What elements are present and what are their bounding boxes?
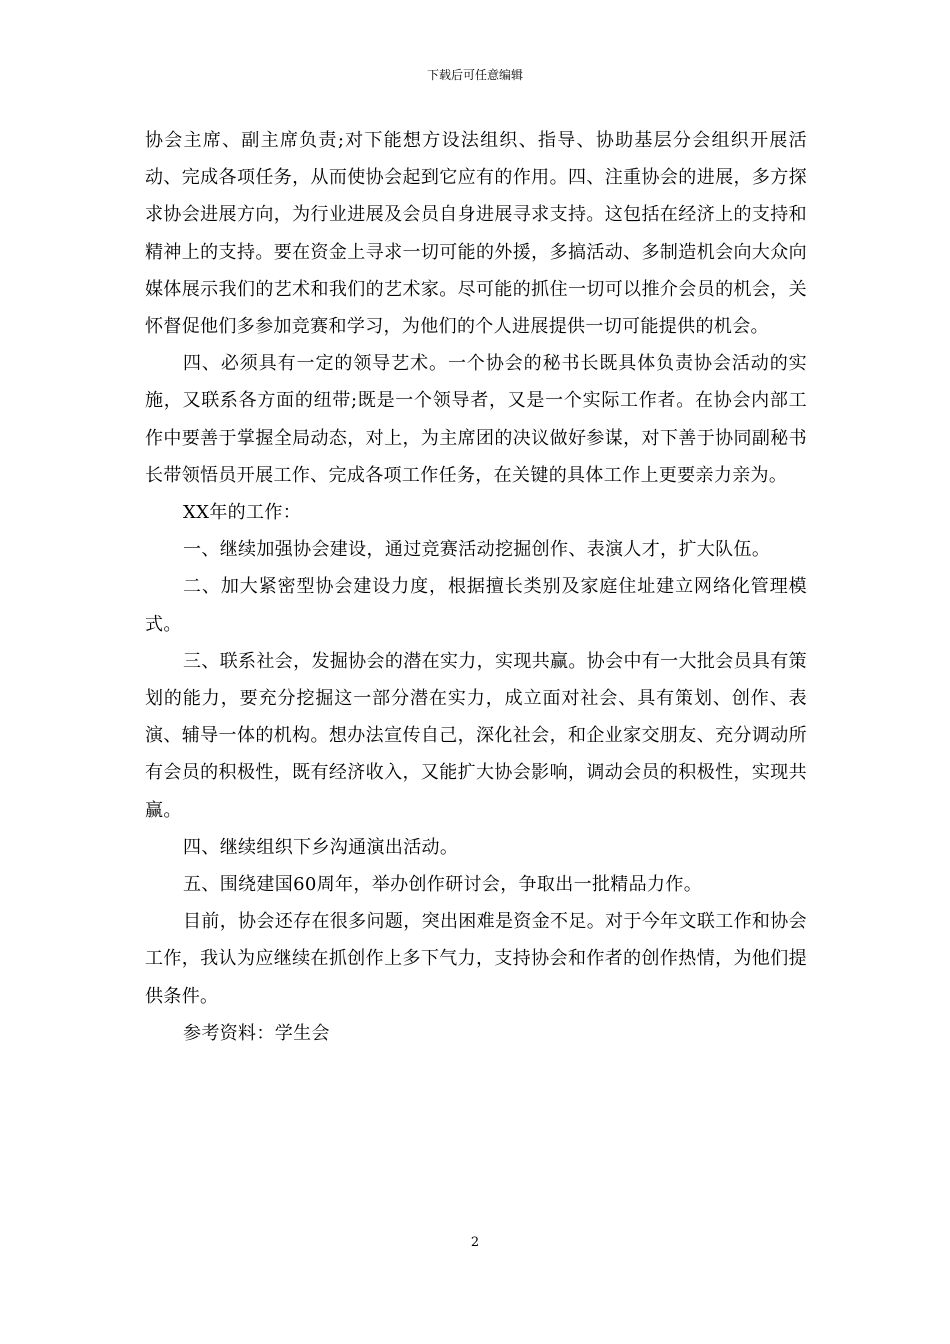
paragraph: 四、必须具有一定的领导艺术。一个协会的秘书长既具体负责协会活动的实施，又联系各方面的纽带;既是一个领导者，又是一个实际工作者。在协会内部工作中要善于掌握全局动态，对上，为主席团的决议做好参谋，对下善于协同副秘书长带领悟员开展工作、完成各项工作任务，在关键的具体工作上更要亲力亲为。 (145, 353, 807, 486)
paragraph: 一、继续加强协会建设，通过竞赛活动挖掘创作、表演人才，扩大队伍。 (183, 539, 771, 561)
page-header: 下载后可任意编辑 (426, 68, 523, 82)
paragraph: 四、继续组织下乡沟通演出活动。 (183, 836, 459, 858)
paragraph: 参考资料：学生会 (183, 1022, 330, 1044)
paragraph: 五、围绕建国60周年，举办创作研讨会，争取出一批精品力作。 (183, 874, 703, 896)
paragraph: 目前，协会还存在很多问题，突出困难是资金不足。对于今年文联工作和协会工作，我认为应继续在抓创作上多下气力，支持协会和作者的创作热情，为他们提供条件。 (145, 911, 807, 1007)
paragraph: 三、联系社会，发掘协会的潜在实力，实现共赢。协会中有一大批会员具有策划的能力，要充分挖掘这一部分潜在实力，成立面对社会、具有策划、创作、表演、辅导一体的机构。想办法宣传自己，深化社会，和企业家交朋友、充分调动所有会员的积极性，既有经济收入，又能扩大协会影响，调动会员的积极性，实现共赢。 (145, 650, 807, 821)
paragraph: XX年的工作： (183, 502, 302, 524)
paragraph: 二、加大紧密型协会建设力度，根据擅长类别及家庭住址建立网络化管理模式。 (145, 576, 807, 635)
page-number: 2 (470, 1235, 480, 1250)
paragraph: 协会主席、副主席负责;对下能想方设法组织、指导、协助基层分会组织开展活动、完成各项任务，从而使协会起到它应有的作用。四、注重协会的进展，多方探求协会进展方向，为行业进展及会员自身进展寻求支持。这包括在经济上的支持和精神上的支持。要在资金上寻求一切可能的外援，多搞活动、多制造机会向大众向媒体展示我们的艺术和我们的艺术家。尽可能的抓住一切可以推介会员的机会，关怀督促他们多参加竞赛和学习，为他们的个人进展提供一切可能提供的机会。 (145, 130, 807, 338)
document-body (145, 122, 807, 1052)
